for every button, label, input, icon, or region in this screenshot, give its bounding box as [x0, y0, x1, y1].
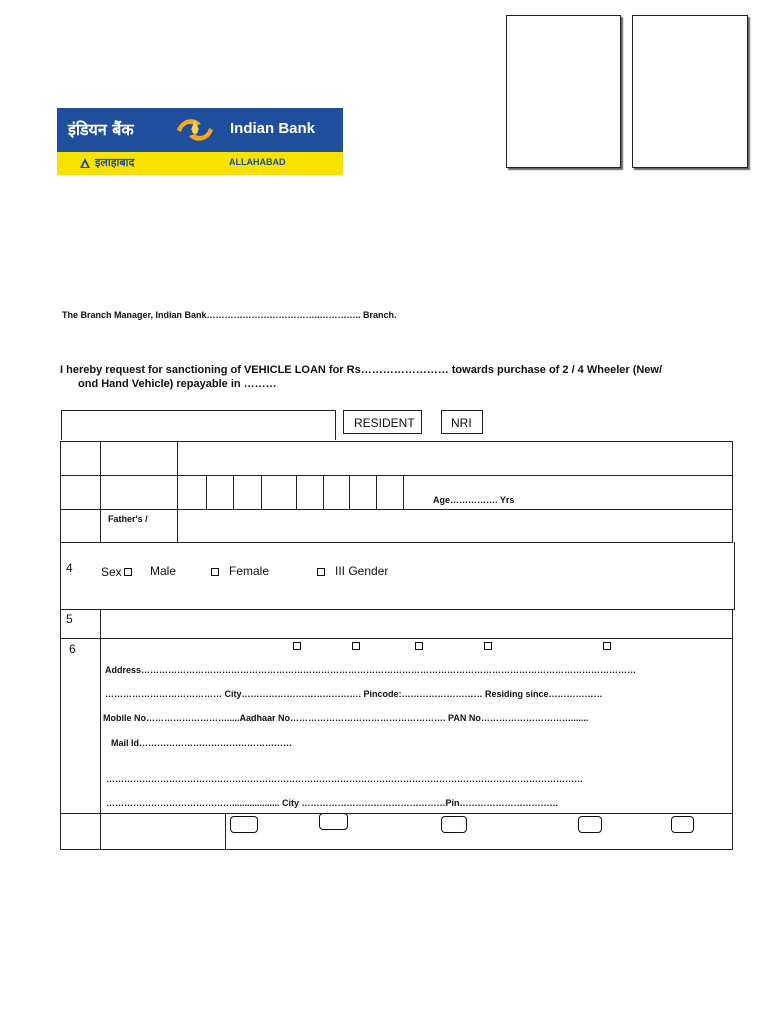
- resident-option[interactable]: [343, 410, 422, 434]
- residence-type-checkbox[interactable]: [415, 642, 423, 650]
- table-line-4: [60, 542, 733, 543]
- table-num-col-b: [100, 609, 101, 850]
- name-box-top: [61, 410, 336, 411]
- residence-type-checkbox[interactable]: [603, 642, 611, 650]
- mobile-aadhaar-pan-field[interactable]: Mobile No……………………….....Aadhaar No……………………………………………. PAN No………………………….......: [103, 713, 589, 723]
- table-right-border-b: [734, 542, 735, 609]
- third-gender-label: III Gender: [335, 564, 389, 578]
- option-box[interactable]: [230, 816, 258, 833]
- option-box[interactable]: [319, 813, 348, 830]
- dob-cell-divider: [376, 475, 377, 509]
- fathers-label: Father's /: [108, 514, 148, 524]
- address-field[interactable]: Address…………………………………………………………………………………………………………………………………………………: [105, 665, 637, 675]
- table-label-col-b: [225, 813, 226, 850]
- option-box[interactable]: [578, 816, 602, 833]
- table-right-border-a: [732, 441, 733, 543]
- logo-english-name: Indian Bank: [230, 120, 316, 137]
- logo-english-sub: ALLAHABAD: [229, 157, 286, 167]
- table-line-5: [60, 609, 735, 610]
- male-label: Male: [150, 564, 177, 578]
- mail-id-field[interactable]: Mail Id……………………………………………: [111, 738, 293, 748]
- residence-type-checkbox[interactable]: [352, 642, 360, 650]
- name-box-left: [61, 410, 62, 440]
- row-number-6: 6: [69, 642, 76, 656]
- sex-label: Sex: [101, 565, 122, 579]
- residence-type-checkbox[interactable]: [484, 642, 492, 650]
- option-box[interactable]: [441, 816, 467, 833]
- dob-cell-divider: [323, 475, 324, 509]
- permanent-city-pin-field[interactable]: ……………………………………................... City …………………………………………Pin……………………………: [106, 798, 559, 808]
- name-box-right: [335, 410, 336, 440]
- resident-label: RESIDENT: [354, 416, 415, 430]
- branch-address-line: The Branch Manager, Indian Bank………………………………..………….. Branch.: [62, 310, 397, 320]
- residence-type-checkbox[interactable]: [293, 642, 301, 650]
- row-number-5: 5: [66, 612, 73, 626]
- request-line-2: ond Hand Vehicle) repayable in ………: [78, 378, 277, 390]
- dob-cell-divider: [296, 475, 297, 509]
- bank-emblem-icon: [173, 114, 217, 146]
- indian-bank-logo: [57, 108, 343, 175]
- table-left-border: [60, 441, 61, 850]
- permanent-address-field[interactable]: ……………………………………………………………………………………………………………………………………………: [106, 774, 583, 784]
- table-num-col-a: [100, 441, 101, 543]
- dob-cell-divider: [233, 475, 234, 509]
- table-line-8: [60, 849, 733, 850]
- dob-cell-divider: [206, 475, 207, 509]
- row-number-4: 4: [66, 561, 73, 575]
- table-line-1: [60, 441, 733, 442]
- table-line-6: [60, 638, 733, 639]
- female-checkbox[interactable]: [211, 568, 219, 576]
- city-pincode-field[interactable]: ………………………………… City…………………………………. Pincode:……………………… Residing since………………: [105, 689, 603, 699]
- nri-label: NRI: [451, 416, 472, 430]
- photo-box-co-applicant: [632, 15, 748, 168]
- option-box[interactable]: [671, 816, 694, 833]
- table-line-7: [60, 813, 733, 814]
- table-line-3: [60, 509, 733, 510]
- nri-option[interactable]: [441, 410, 483, 434]
- dob-cell-divider: [261, 475, 262, 509]
- logo-hindi-sub: इलाहाबाद: [95, 156, 135, 169]
- dob-cell-divider: [403, 475, 404, 509]
- table-label-col-a: [177, 441, 178, 543]
- logo-top-band: [57, 108, 343, 152]
- table-right-border-c: [732, 609, 733, 850]
- photo-box-applicant: [506, 15, 621, 168]
- logo-bottom-band: [57, 152, 343, 175]
- allahabad-emblem-icon: [79, 157, 91, 169]
- female-label: Female: [229, 564, 270, 578]
- logo-hindi-name: इंडियन बैंक: [68, 120, 134, 139]
- table-line-2: [60, 475, 733, 476]
- male-checkbox[interactable]: [124, 568, 132, 576]
- request-line-1: I hereby request for sanctioning of VEHICLE LOAN for Rs…………………… towards purchase of 2 / 4 Wheeler (New/: [60, 364, 663, 376]
- third-gender-checkbox[interactable]: [317, 568, 325, 576]
- age-field[interactable]: Age……………. Yrs: [433, 495, 515, 505]
- dob-cell-divider: [349, 475, 350, 509]
